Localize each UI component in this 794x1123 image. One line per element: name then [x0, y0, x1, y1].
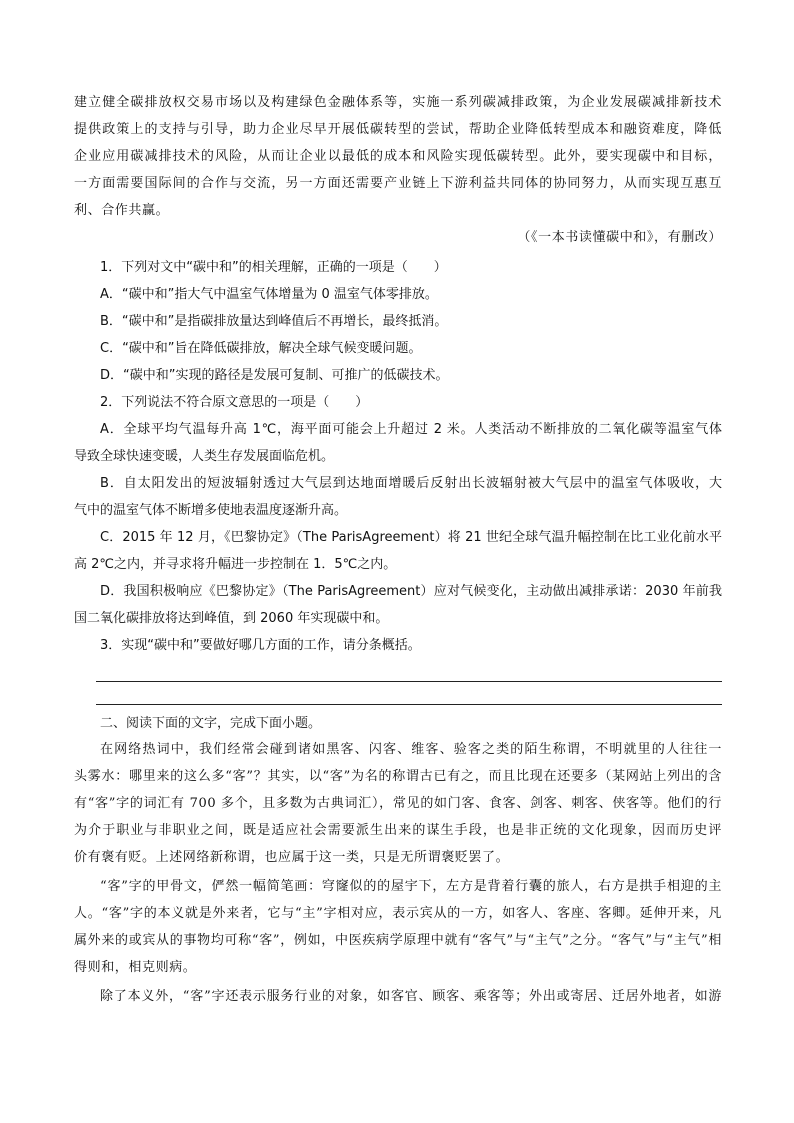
passage1-line: 一方面需要国际间的合作与交流，另一方面还需要产业链上下游利益共同体的协同努力，从而实现互惠互	[74, 176, 722, 191]
section-2-paragraph-1	[74, 736, 722, 871]
passage1-line: 企业应用碳减排技术的风险，从而让企业以最低的成本和风险实现低碳转型。此外，要实现碳中和目标，	[74, 149, 722, 164]
passage1-line: 利、合作共赢。	[74, 203, 170, 218]
question-2-option-a: A．全球平均气温每升高 1℃，海平面可能会上升超过 2 米。人类活动不断排放的二氧化碳等温室气体	[100, 422, 722, 437]
passage1-line: 提供政策上的支持与引导，助力企业尽早开展低碳转型的尝试，帮助企业降低转型成本和融资难度，降低	[74, 122, 722, 137]
question-1-option-b: B．“碳中和”是指碳排放量达到峰值后不再增长，最终抵消。	[100, 314, 448, 329]
paragraph-line: 头雾水：哪里来的这么多“客”？其实，以“客”为名的称谓古已有之，而且比现在还要多（某网站上列出的含	[74, 769, 722, 784]
question-1	[74, 254, 722, 389]
question-1-stem: 1．下列对文中“碳中和”的相关理解，正确的一项是（ ）	[100, 260, 447, 275]
question-3	[74, 632, 722, 659]
paragraph-line: 属外来的或宾从的事物均可称“客”，例如，中医疾病学原理中就有“客气”与“主气”之分。“客气”与“主气”相	[74, 933, 722, 948]
question-2-option-a-cont: 导致全球快速变暖，人类生存发展面临危机。	[74, 449, 335, 464]
question-2-option-b-cont: 气中的温室气体不断增多使地表温度逐渐升高。	[74, 503, 348, 518]
paragraph-line: 除了本义外，“客”字还表示服务行业的对象，如客官、顾客、乘客等；外出或寄居、迁居外地者，如游	[100, 989, 722, 1004]
paragraph-line: 人。“客”字的本义就是外来者，它与“主”字相对应，表示宾从的一方，如客人、客座、客卿。延伸开来，凡	[74, 906, 722, 921]
question-2-stem: 2．下列说法不符合原文意思的一项是（ ）	[100, 395, 369, 410]
passage1-line: 建立健全碳排放权交易市场以及构建绿色金融体系等，实施一系列碳减排政策，为企业发展碳减排新技术	[74, 95, 722, 110]
question-2-option-b: B．自太阳发出的短波辐射透过大气层到达地面增暖后反射出长波辐射被大气层中的温室气体吸收，大	[100, 476, 722, 491]
question-2-option-c: C．2015 年 12 月，《巴黎协定》（The ParisAgreement）将 21 世纪全球气温升幅控制在比工业化前水平	[100, 530, 722, 545]
question-1-option-c: C．“碳中和”旨在降低碳排放，解决全球气候变暖问题。	[100, 341, 422, 356]
question-3-stem: 3．实现“碳中和”要做好哪几方面的工作，请分条概括。	[100, 638, 421, 653]
paragraph-line: 价有褒有贬。上述网络新称谓，也应属于这一类，只是无所谓褒贬罢了。	[74, 850, 510, 865]
passage1-source: （《一本书读懂碳中和》，有删改）	[517, 230, 722, 245]
question-2-option-c-cont: 高 2℃之内，并寻求将升幅进一步控制在 1．5℃之内。	[74, 557, 397, 572]
section-2-heading: 二、阅读下面的文字，完成下面小题。	[100, 716, 322, 731]
section-2-paragraph-3	[74, 983, 722, 1010]
answer-line[interactable]	[96, 704, 722, 705]
paragraph-line: 为介于职业与非职业之间，既是适应社会需要派生出来的谋生手段，也是非正统的文化现象，因而历史评	[74, 823, 722, 838]
section-2-heading-block	[74, 710, 722, 737]
question-1-option-a: A．“碳中和”指大气中温室气体增量为 0 温室气体零排放。	[100, 287, 438, 302]
paragraph-line: “客”字的甲骨文，俨然一幅简笔画：穹窿似的的屋宇下，左方是背着行囊的旅人，右方是拱手相迎的主	[100, 879, 722, 894]
question-1-option-d: D．“碳中和”实现的路径是发展可复制、可推广的低碳技术。	[100, 368, 449, 383]
answer-line[interactable]	[96, 681, 722, 682]
paragraph-line: 在网络热词中，我们经常会碰到诸如黑客、闪客、维客、验客之类的陌生称谓，不明就里的人往往一	[100, 742, 722, 757]
question-2-option-d-cont: 国二氧化碳排放将达到峰值，到 2060 年实现碳中和。	[74, 611, 389, 626]
section-2-paragraph-2	[74, 873, 722, 981]
question-2	[74, 389, 722, 632]
paragraph-line: 有“客”字的词汇有 700 多个，且多数为古典词汇），常见的如门客、食客、剑客、刺客、侠客等。他们的行	[74, 796, 722, 811]
passage1-body	[74, 89, 722, 251]
paragraph-line: 得则和，相克则病。	[74, 960, 197, 975]
question-2-option-d: D．我国积极响应《巴黎协定》（The ParisAgreement）应对气候变化，主动做出减排承诺：2030 年前我	[100, 584, 722, 599]
